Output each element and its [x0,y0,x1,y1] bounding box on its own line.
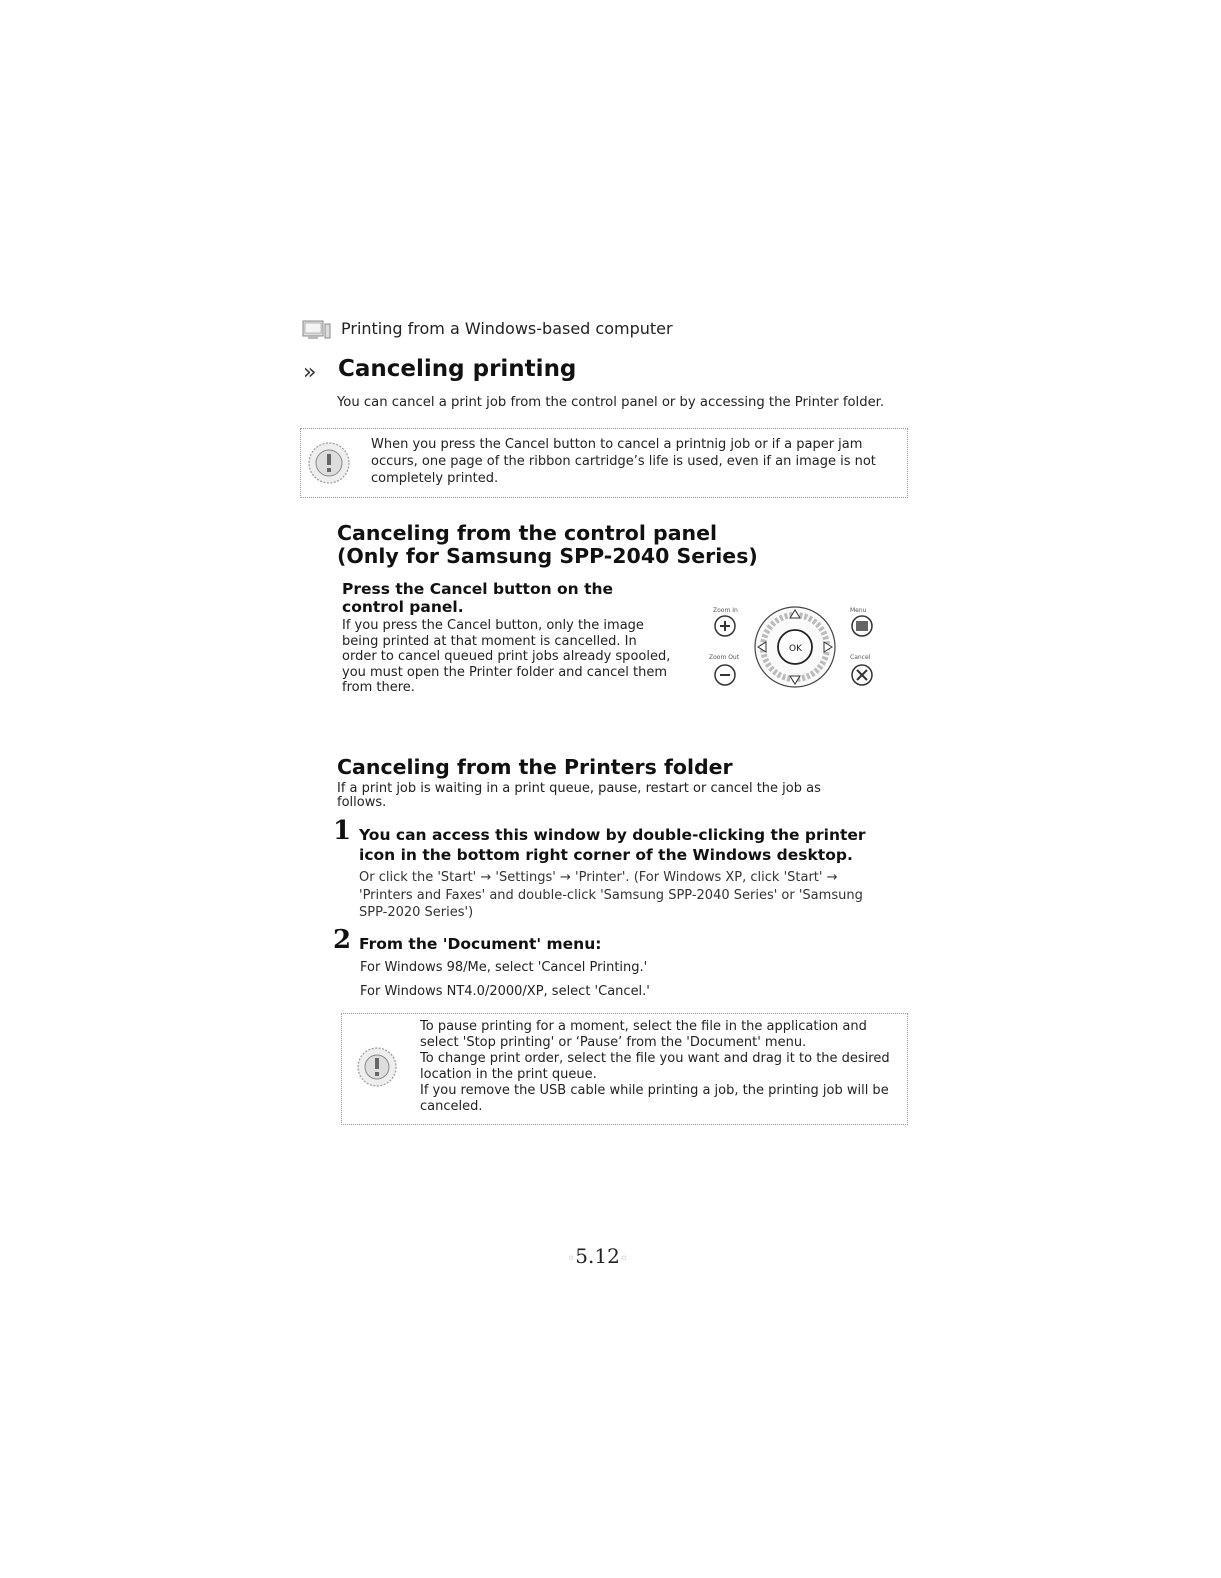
computer-icon [302,320,332,340]
page-number: ◦5.12◦ [567,1244,629,1268]
page-title: Canceling printing [338,356,577,382]
section-intro: You can cancel a print job from the control panel or by accessing the Printer folder. [337,395,885,410]
printers-folder-heading: Canceling from the Printers folder [337,755,733,779]
control-panel-heading-line2: (Only for Samsung SPP-2040 Series) [337,544,758,568]
menu-label: Menu [850,607,867,614]
info-note-line-3: If you remove the USB cable while printing a job, the printing job will be canceled. [420,1083,889,1114]
step-2-number: 2 [333,925,352,955]
control-panel-heading [337,522,758,568]
info-note-line-1: To pause printing for a moment, select the file in the application and select 'Stop printing' or ‘Pause’ from the 'Document' menu. [420,1019,867,1050]
zoom-out-label: Zoom Out [709,654,740,661]
menu-icon [852,616,872,636]
zoom-in-icon [715,616,735,636]
info-note-icon [355,1045,400,1090]
step-1-number: 1 [333,816,352,846]
section-chevron-icon: » [303,360,311,385]
printers-folder-intro: If a print job is waiting in a print queue, pause, restart or cancel the job as follows. [337,781,821,810]
cancel-icon [852,665,872,685]
control-panel-body: If you press the Cancel button, only the image being printed at that moment is cancelled. In order to cancel queued print jobs already spooled, you must open the Printer folder and cancel them from there. [342,618,671,695]
step-1-detail: Or click the 'Start' → 'Settings' → 'Printer'. (For Windows XP, click 'Start' → 'Printers and Faxes' and double-click 'Samsung SPP-2040 Series' or 'Samsung SPP-2020 Series') [359,870,863,920]
running-header: Printing from a Windows-based computer [341,319,673,338]
zoom-in-label: Zoom In [713,607,738,614]
info-note-text [420,1019,905,1115]
info-note-line-2: To change print order, select the file you want and drag it to the desired location in the print queue. [420,1051,890,1082]
control-panel-subheading: Press the Cancel button on the control panel. [342,580,614,616]
page-number-text: 5.12 [575,1244,620,1268]
step-2-line-1: For Windows 98/Me, select 'Cancel Printing.' [360,960,648,975]
ok-label: OK [789,644,802,654]
control-panel-illustration [705,600,885,700]
cancel-label: Cancel [850,654,871,661]
step-2-line-2: For Windows NT4.0/2000/XP, select 'Cancel.' [360,984,650,999]
control-panel-heading-line1: Canceling from the control panel [337,521,718,545]
step-2-title: From the 'Document' menu: [359,935,602,953]
zoom-out-icon [715,665,735,685]
step-1-title: You can access this window by double-clicking the printer icon in the bottom right corner of the Windows desktop. [359,826,866,864]
caution-note-icon [306,440,352,486]
caution-note-text: When you press the Cancel button to cancel a printnig job or if a paper jam occurs, one page of the ribbon cartridge’s life is used, even if an image is not completely printed. [371,437,876,486]
